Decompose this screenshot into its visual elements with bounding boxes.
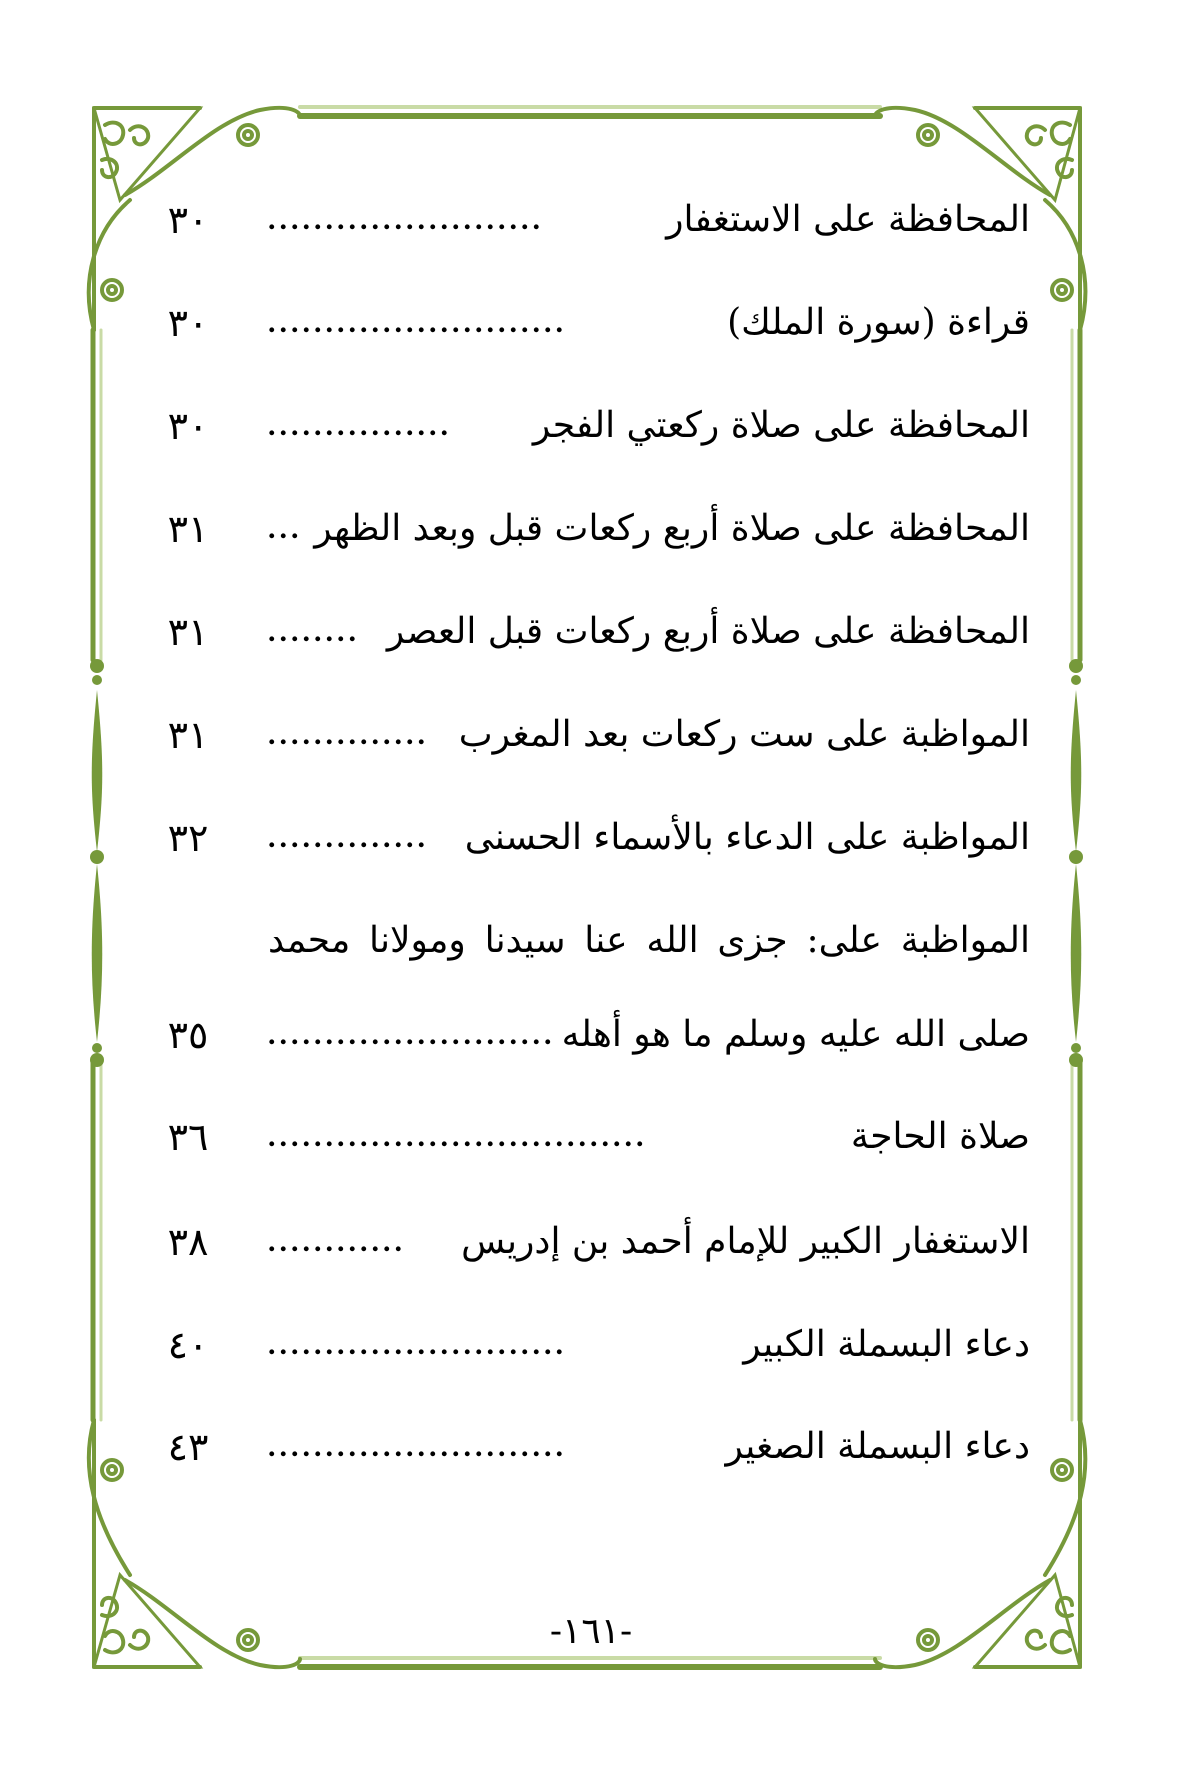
- toc-entry-title: المحافظة على الاستغفار: [666, 199, 1030, 240]
- toc-entry-page: ٣٠: [167, 404, 209, 448]
- toc-entry: [0, 1005, 1182, 1065]
- toc-entry: [0, 808, 1182, 868]
- toc-entry-title: صلاة الحاجة: [850, 1116, 1030, 1157]
- toc-entry-page: ٣٠: [167, 301, 209, 345]
- toc-entry-page: ٣١: [167, 610, 209, 654]
- toc-entry-title: المحافظة على صلاة أربع ركعات قبل العصر: [386, 611, 1030, 652]
- toc-entry-title: المواظبة على ست ركعات بعد المغرب: [458, 714, 1030, 755]
- dot-leader: ........................: [268, 203, 544, 236]
- toc-entry: [0, 1212, 1182, 1272]
- toc-entry-page: ٣٦: [167, 1115, 209, 1159]
- toc-entry-title: الاستغفار الكبير للإمام أحمد بن إدريس: [461, 1221, 1030, 1262]
- dot-leader: ................: [268, 409, 452, 442]
- toc-entry-page: ٣٥: [167, 1013, 209, 1057]
- toc-entry: [0, 396, 1182, 456]
- toc-entry-page: ٣١: [167, 713, 209, 757]
- toc-entry-title: قراءة (سورة الملك): [727, 302, 1030, 343]
- toc-entry: [0, 705, 1182, 765]
- toc-entry: [0, 293, 1182, 353]
- toc-entry-page: ٣١: [167, 507, 209, 551]
- dot-leader: ..........................: [268, 306, 567, 339]
- toc-entry-title: المواظبة على الدعاء بالأسماء الحسنى: [464, 817, 1030, 858]
- toc-entry-page: ٣٨: [167, 1220, 209, 1264]
- dot-leader: ........: [268, 615, 360, 648]
- toc-entry-page: ٣٠: [167, 198, 209, 242]
- dot-leader: ............: [268, 1225, 406, 1258]
- dot-leader: ..............: [268, 821, 429, 854]
- toc-entry: [0, 190, 1182, 250]
- dot-leader: .................................: [268, 1120, 648, 1153]
- toc-entry-title-line1: المواظبة على: جزى الله عنا سيدنا ومولانا محمد: [268, 920, 1030, 961]
- toc-entry: [0, 499, 1182, 559]
- toc-entry-page: ٣٢: [167, 816, 209, 860]
- toc-entry: [0, 1315, 1182, 1375]
- dot-leader: ..........................: [268, 1430, 567, 1463]
- toc-entry-title: المحافظة على صلاة أربع ركعات قبل وبعد الظهر: [314, 508, 1030, 549]
- toc-entry-line1: [0, 911, 1182, 971]
- dot-leader: ...: [268, 512, 303, 545]
- page-number: -١٦١-: [549, 1611, 633, 1652]
- dot-leader: ..........................: [268, 1328, 567, 1361]
- toc-entry: [0, 1107, 1182, 1167]
- toc-entry-title: دعاء البسملة الصغير: [725, 1426, 1030, 1467]
- toc-entry-title: المحافظة على صلاة ركعتي الفجر: [532, 405, 1030, 446]
- dot-leader: ..............: [268, 718, 429, 751]
- toc-entry-page: ٤٠: [167, 1323, 209, 1367]
- toc-entry: [0, 602, 1182, 662]
- dot-leader: .........................: [268, 1018, 556, 1051]
- toc-entry-title: صلى الله عليه وسلم ما هو أهله: [561, 1014, 1030, 1055]
- toc-entry-title: دعاء البسملة الكبير: [743, 1324, 1030, 1365]
- toc-entry: [0, 1417, 1182, 1477]
- toc-entry-page: ٤٣: [167, 1425, 209, 1469]
